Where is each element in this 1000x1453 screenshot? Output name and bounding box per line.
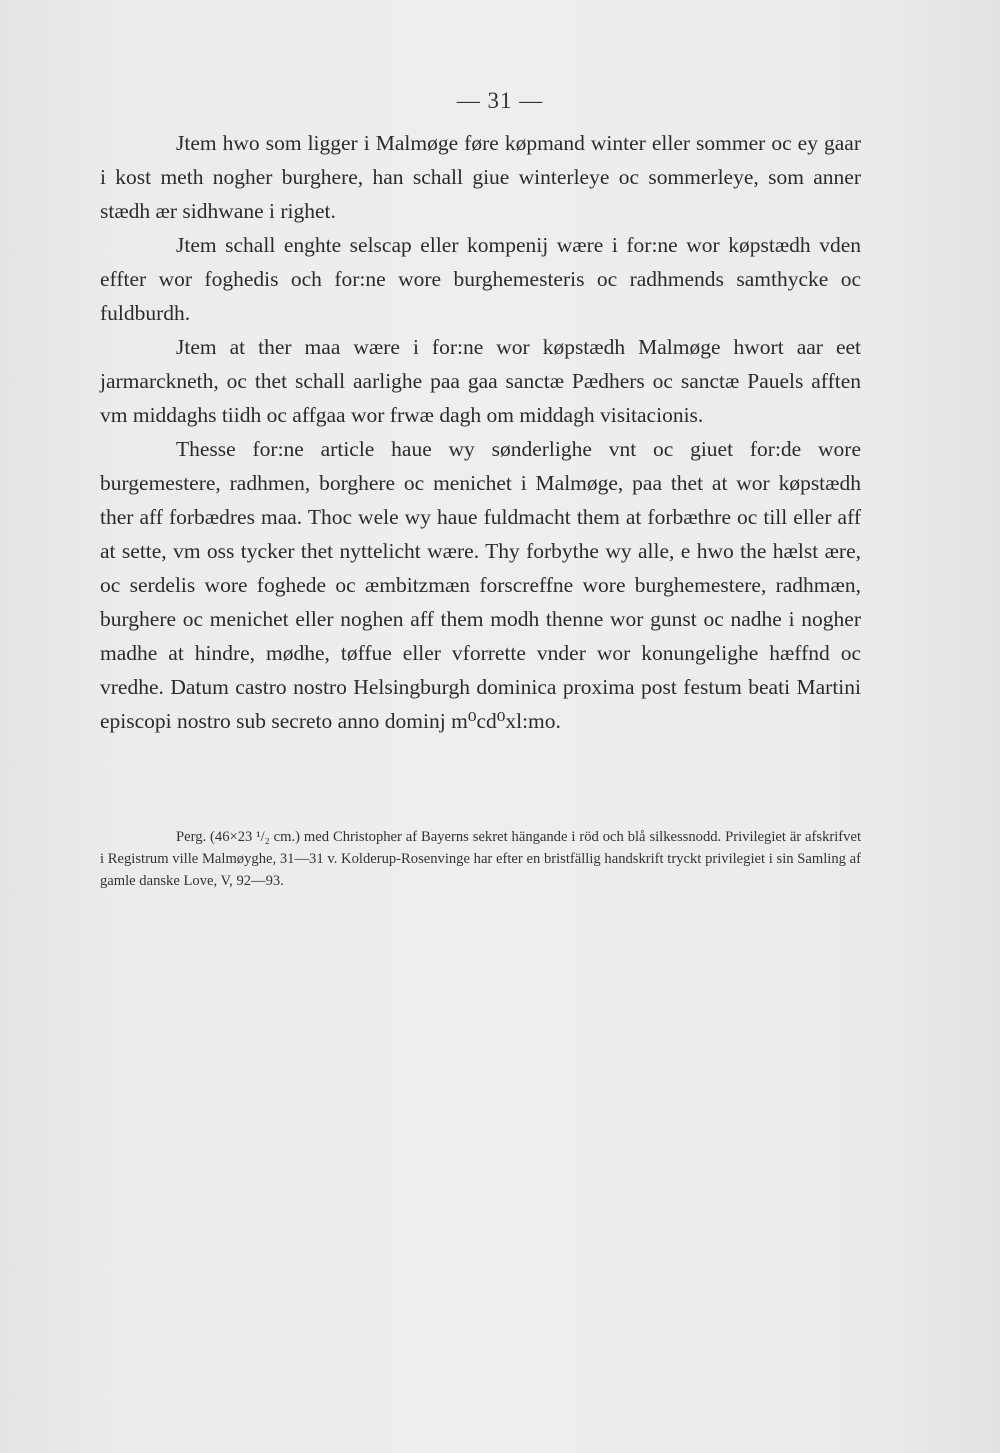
footnote — [100, 826, 861, 892]
paragraph-3: Jtem at ther maa wære i for:ne wor køpstædh Malmøge hwort aar eet jarmarckneth, oc thet schall aarlighe paa gaa sanctæ Pædhers oc sanctæ Pauels afften vm middaghs tiidh oc affgaa wor frwæ dagh om middagh visitacionis. — [100, 335, 861, 427]
document-body — [100, 126, 861, 738]
page-number: — 31 — — [456, 88, 544, 113]
paragraph-2: Jtem schall enghte selscap eller kompenij wære i for:ne wor køpstædh vden effter wor foghedis och for:ne wore burghemesteris oc radhmends samthycke oc fuldburdh. — [100, 233, 861, 325]
paragraph-1: Jtem hwo som ligger i Malmøge føre køpmand winter eller sommer oc ey gaar i kost meth nogher burghere, han schall giue winterleye oc sommerleye, som anner stædh ær sidhwane i righet. — [100, 131, 861, 223]
paragraph-4: Thesse for:ne article haue wy sønderlighe vnt oc giuet for:de wore burgemestere, radhmen, borghere oc menichet i Malmøge, paa thet at wor køpstædh ther aff forbædres maa. Thoc wele wy haue fuldmacht them at forbæthre oc till eller aff at sette, vm oss tycker thet nyttelicht wære. Thy forbythe wy alle, e hwo the hælst ære, oc serdelis wore foghede oc æmbitzmæn forscreffne wore burghemestere, radhmæn, burghere oc menichet eller noghen aff them modh thenne wor gunst oc nadhe i nogher madhe at hindre, mødhe, tøffue eller vforrette vnder wor konungelighe hæffnd oc vredhe. Datum castro nostro Helsingburgh dominica proxima post festum beati Martini episcopi nostro sub secreto anno dominj m⁰cd⁰xl:mo. — [100, 437, 861, 733]
footnote-text: Perg. (46×23 ¹/₂ cm.) med Christopher af Bayerns sekret hängande i röd och blå silkessnodd. Privilegiet är afskrifvet i Registrum ville Malmøyghe, 31—31 v. Kolderup-Rosenvinge har efter en bristfällig handskrift tryckt privilegiet i sin Samling af gamle danske Love, V, 92—93. — [100, 829, 861, 889]
